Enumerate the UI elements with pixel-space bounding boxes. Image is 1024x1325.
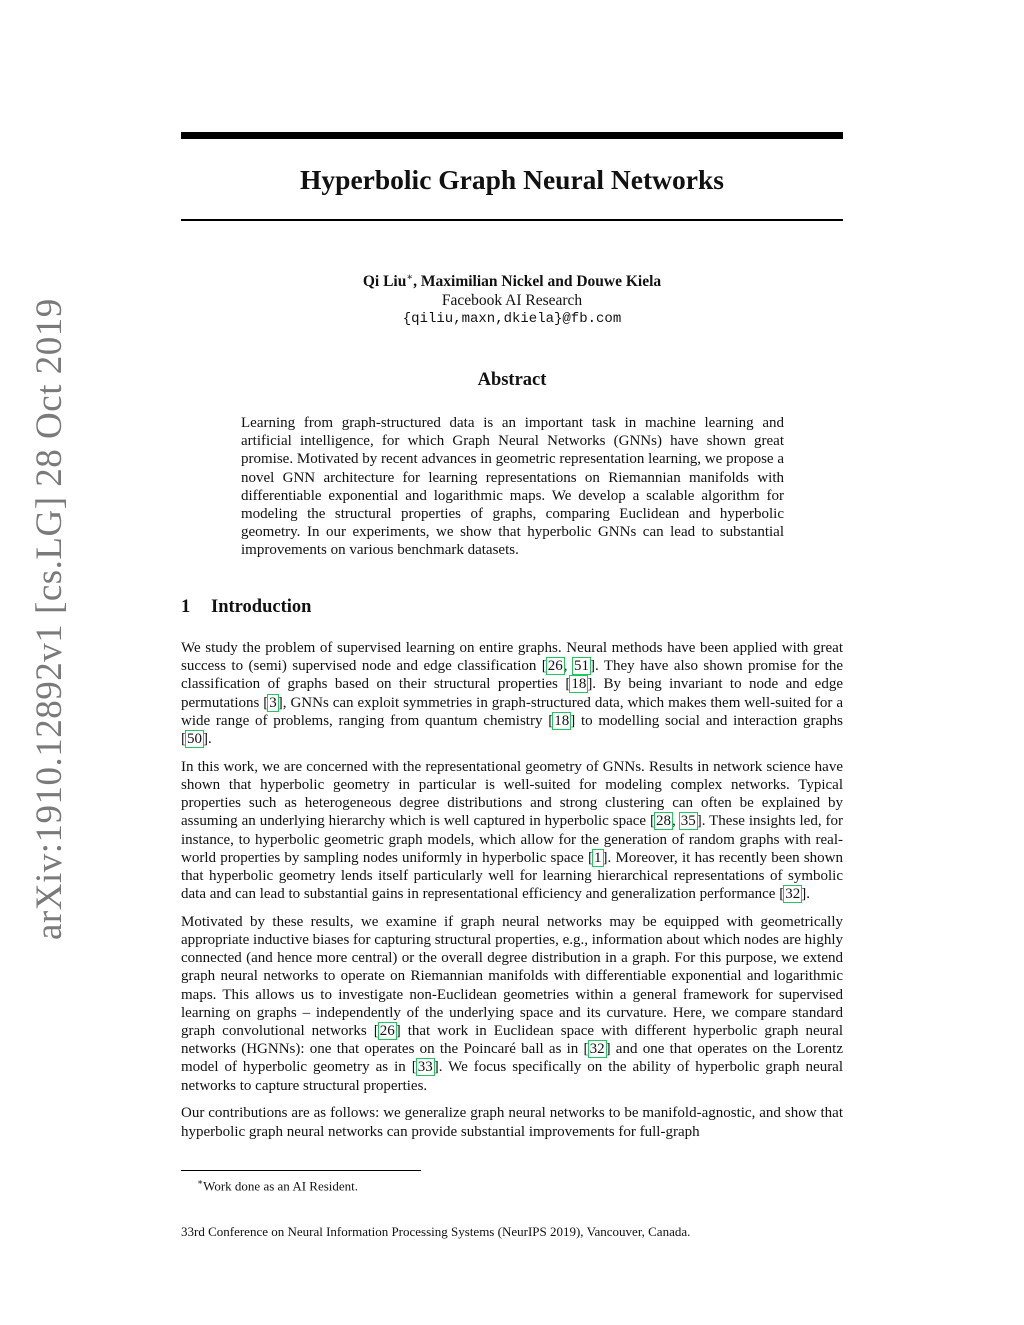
title-bottom-rule bbox=[181, 219, 843, 221]
intro-paragraph bbox=[181, 758, 843, 904]
author-block bbox=[181, 268, 843, 329]
paragraph-text: , bbox=[563, 658, 573, 675]
introduction-body bbox=[181, 639, 843, 1150]
intro-paragraph bbox=[181, 913, 843, 1095]
section-heading-introduction bbox=[181, 597, 311, 618]
footnote-text: Work done as an AI Resident. bbox=[203, 1178, 359, 1194]
author-names bbox=[181, 268, 843, 291]
paragraph-text: ]. By being invariant to node and edge permutations [ bbox=[181, 676, 843, 711]
section-number: 1 bbox=[181, 597, 191, 617]
footnote-rule bbox=[181, 1170, 421, 1171]
citation-link[interactable]: 3 bbox=[269, 694, 277, 711]
paragraph-text: ]. These insights led, for instance, to hyperbolic geometric graph models, which allow for the generation of random graphs with real-world properties by sampling nodes uniformly in hyperbolic space [ bbox=[181, 813, 844, 866]
other-authors: , Maximilian Nickel and Douwe Kiela bbox=[413, 273, 662, 291]
abstract-text: Learning from graph-structured data is an important task in machine learning and artificial intelligence, for which Graph Neural Networks (GNNs) have shown great promise. Motivated by recent advances in geometric representation learning, we propose a novel GNN architecture for learning representations on Riemannian manifolds with differentiable exponential and logarithmic maps. We develop a scalable algorithm for modeling the structural properties of graphs, comparing Euclidean and hyperbolic geometry. In our experiments, we show that hyperbolic GNNs can lead to substantial improvements on various benchmark datasets. bbox=[241, 415, 784, 559]
paragraph-text: ]. bbox=[801, 886, 810, 903]
citation-link[interactable]: 35 bbox=[680, 813, 696, 830]
paragraph-text: ] to modelling social and interaction graphs [ bbox=[181, 712, 844, 748]
paragraph-text: ] that work in Euclidean space with different hyperbolic graph neural networks (HGNNs): one that operates on the Poincaré ball as in [ bbox=[181, 1023, 844, 1058]
abstract-heading: Abstract bbox=[477, 370, 547, 390]
citation-link[interactable]: 26 bbox=[547, 658, 563, 675]
citation-link[interactable]: 18 bbox=[571, 676, 587, 693]
citation-link[interactable]: 1 bbox=[594, 849, 602, 866]
section-title: Introduction bbox=[211, 597, 312, 617]
paragraph-text: We study the problem of supervised learning on entire graphs. Neural methods have been applied with great success to (semi) supervised node and edge classification [ bbox=[181, 640, 843, 675]
citation-link[interactable]: 32 bbox=[589, 1041, 605, 1058]
citation-link[interactable]: 26 bbox=[379, 1023, 395, 1040]
paragraph-text: In this work, we are concerned with the representational geometry of GNNs. Results in network science have shown that hyperbolic geometry in particular is well-suited for modeling complex networks. Typical properties such as heterogeneous degree distributions and strong clustering can often be explained by assuming an underlying hierarchy which is well captured in hyperbolic space [ bbox=[181, 758, 843, 830]
paragraph-text: ]. bbox=[203, 731, 212, 748]
intro-paragraph bbox=[181, 639, 843, 748]
arxiv-identifier-stamp: arXiv:1910.12892v1 [cs.LG] 28 Oct 2019 bbox=[29, 298, 70, 940]
paragraph-text: ]. Moreover, it has recently been shown that hyperbolic geometry lends itself particularly well for learning hierarchical representations of symbolic data and can lead to substantial gains in representational efficiency and generalization performance [ bbox=[181, 849, 844, 903]
footnote-mark: ∗ bbox=[197, 1177, 204, 1187]
paragraph-text: ]. They have also shown promise for the classification of graphs based on their structural properties [ bbox=[181, 658, 844, 693]
citation-link[interactable]: 50 bbox=[187, 731, 202, 748]
citation-link[interactable]: 28 bbox=[656, 813, 672, 830]
intro-paragraph bbox=[181, 1104, 843, 1140]
paragraph-text: ], GNNs can exploit symmetries in graph-structured data, which makes them well-suited for a wide range of problems, ranging from quantum chemistry [ bbox=[181, 694, 843, 729]
footnote bbox=[197, 1174, 358, 1194]
title-top-rule bbox=[181, 132, 843, 139]
affiliation: Facebook AI Research bbox=[441, 292, 583, 310]
footnote-marker[interactable]: ∗ bbox=[406, 272, 414, 283]
citation-link[interactable]: 33 bbox=[417, 1059, 433, 1076]
citation-link[interactable]: 18 bbox=[554, 712, 570, 729]
citation-link[interactable]: 51 bbox=[573, 658, 589, 675]
author-emails: {qiliu,maxn,dkiela}@fb.com bbox=[402, 311, 622, 328]
paragraph-text: , bbox=[672, 813, 680, 830]
venue-note: 33rd Conference on Neural Information Processing Systems (NeurIPS 2019), Vancouver, Canada. bbox=[181, 1224, 691, 1239]
first-author: Qi Liu bbox=[362, 273, 407, 291]
paragraph-text: ]. We focus specifically on the ability of hyperbolic graph neural networks to capture structural properties. bbox=[181, 1059, 844, 1094]
paragraph-text: Our contributions are as follows: we generalize graph neural networks to be manifold-agnostic, and show that hyperbolic graph neural networks can provide substantial improvements for full-graph bbox=[181, 1105, 843, 1140]
citation-link[interactable]: 32 bbox=[785, 886, 801, 903]
paragraph-text: Motivated by these results, we examine if graph neural networks may be equipped with geometrically appropriate inductive biases for capturing structural properties, e.g., information about which nodes are highly connected (and hence more central) or the overall degree distribution in a graph. For this purpose, we extend graph neural networks to operate on Riemannian manifolds with differentiable exponential and logarithmic maps. This allows us to investigate non-Euclidean geometries within a general framework for supervised learning on graphs – independently of the underlying space and its curvature. Here, we compare standard graph convolutional networks [ bbox=[181, 913, 843, 1040]
paper-title: Hyperbolic Graph Neural Networks bbox=[300, 164, 724, 195]
paragraph-text: ] and one that operates on the Lorentz model of hyperbolic geometry as in [ bbox=[181, 1041, 843, 1076]
